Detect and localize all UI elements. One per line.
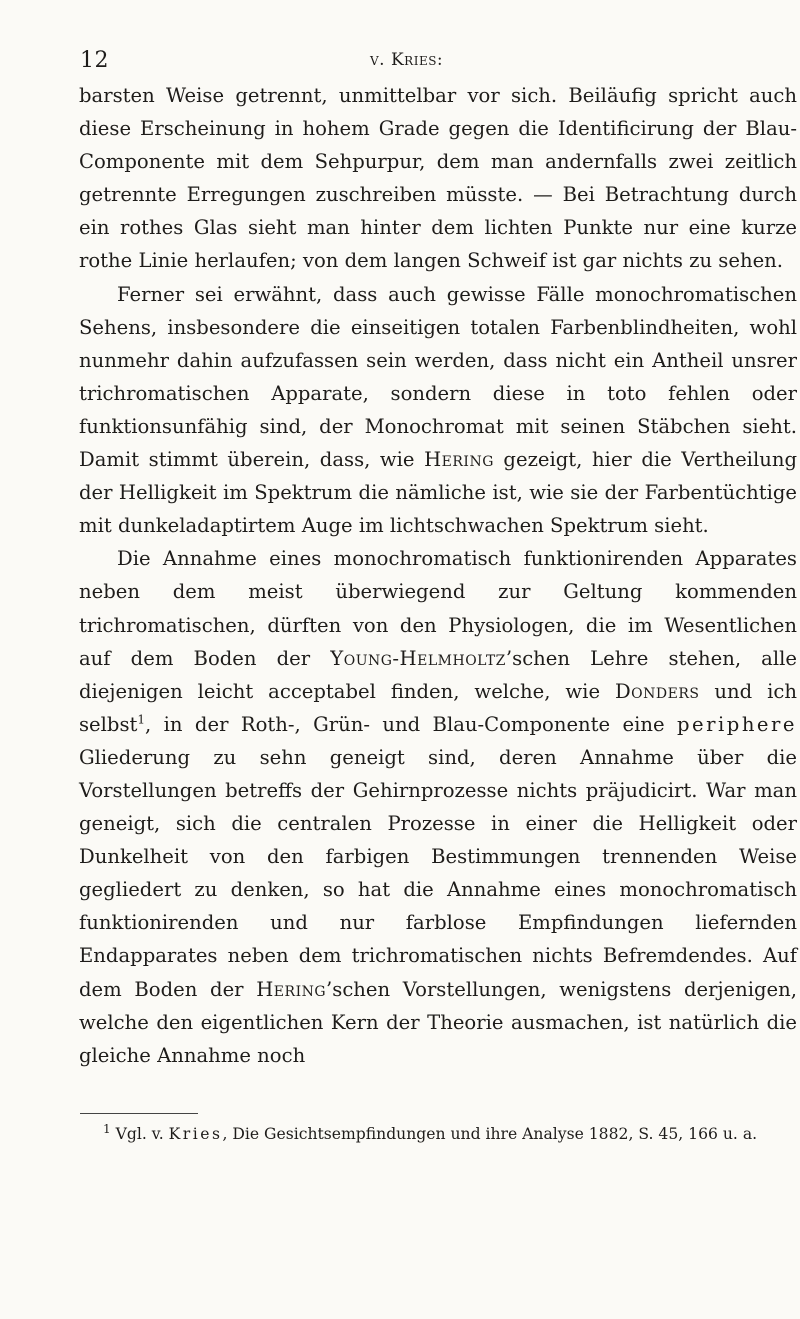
text-run: ’schen Lehre stehen, alle diejenigen leicht acceptabel finden, welche, wie	[79, 646, 797, 703]
author-name: Donders	[614, 679, 700, 703]
text-run: ’schen Vorstellungen, wenigstens derjenigen, welche den eigentlichen Kern der Theorie ausmachen, ist natürlich die gleiche Annahme noch	[79, 977, 797, 1067]
page-header	[80, 48, 740, 76]
author-name: Hering	[424, 448, 494, 472]
author-name: Young-Helmholtz	[330, 646, 506, 670]
footnote-rule	[80, 1113, 198, 1114]
text-run: Ferner sei erwähnt, dass auch gewisse Fälle monochromatischen Sehens, insbesondere die einseitigen totalen Farbenblindheiten, wohl nunmehr dahin aufzufassen sein werden, dass nicht ein Antheil unsrer trichromatischen Apparate, sondern diese in toto fehlen oder funktionsunfähig sind, der Monochromat mit seinen Stäbchen sieht. Damit stimmt überein, dass, wie	[79, 282, 797, 472]
text-run: Vgl. v.	[110, 1125, 169, 1143]
footnote	[79, 1121, 797, 1147]
paragraph	[79, 542, 797, 1072]
text-run: Gliederung zu sehn geneigt sind, deren Annahme über die Vorstellungen betreffs der Gehirnprozesse nichts präjudicirt. War man geneigt, sich die centralen Prozesse in einer die Helligkeit oder Dunkelheit von den farbigen Bestimmungen trennenden Weise gegliedert zu denken, so hat die Annahme eines monochromatisch funktionirenden und nur farblose Empfindungen liefernden Endapparates neben dem trichromatischen nichts Befremdendes. Auf dem Boden der	[79, 745, 797, 1001]
emphasized-text: Kries	[168, 1125, 223, 1143]
paragraph	[79, 278, 797, 543]
footnote-paragraph	[79, 1121, 797, 1147]
body-text	[79, 79, 797, 1072]
text-run: barsten Weise getrennt, unmittelbar vor sich. Beiläufig spricht auch diese Erscheinung in hohem Grade gegen die Identificirung der Blau-Componente mit dem Sehpurpur, dem man andernfalls zwei zeitlich getrennte Erregungen zuschreiben müsste. — Bei Betrachtung durch ein rothes Glas sieht man hinter dem lichten Punkte nur eine kurze rothe Linie herlaufen; von dem langen Schweif ist gar nichts zu sehen.	[79, 84, 797, 273]
author-name: Hering	[256, 977, 327, 1001]
text-run: und ich selbst	[79, 679, 797, 736]
text-run: , Die Gesichtsempfindungen und ihre Analyse 1882, S. 45, 166 u. a.	[222, 1125, 758, 1143]
footnote-marker: 1	[137, 712, 146, 727]
page-number: 12	[80, 48, 109, 73]
footnote-marker: 1	[103, 1121, 111, 1136]
text-run: , in der Roth-, Grün- und Blau-Componente eine	[145, 712, 677, 736]
text-run: gezeigt, hier die Vertheilung der Helligkeit im Spektrum die nämliche ist, wie sie der Farbentüchtige mit dunkeladaptirtem Auge im lichtschwachen Spektrum sieht.	[79, 448, 797, 538]
text-run: Die Annahme eines monochromatisch funktionirenden Apparates neben dem meist überwiegend zur Geltung kommenden trichromatischen, dürften von den Physiologen, die im Wesentlichen auf dem Boden der	[79, 547, 797, 670]
paragraph	[79, 79, 797, 278]
running-head: v. Kries:	[370, 50, 444, 70]
emphasized-text: periphere	[677, 712, 797, 736]
